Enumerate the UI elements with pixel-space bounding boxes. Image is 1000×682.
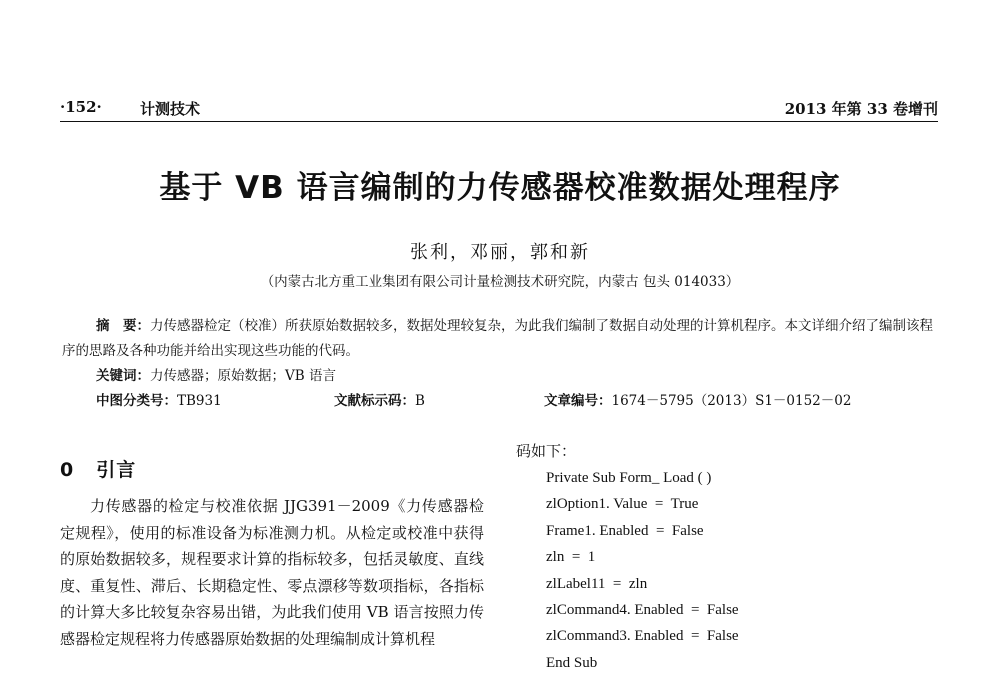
section-number: 0 xyxy=(60,459,75,481)
page-number: ·152· xyxy=(60,98,102,116)
code-line: zlCommand4. Enabled = False xyxy=(546,601,739,618)
code-intro: 码如下： xyxy=(516,442,577,460)
code-line: zlOption1. Value = True xyxy=(546,496,699,513)
running-header xyxy=(60,98,938,122)
intro-paragraph: 力传感器的检定与校准依据 JJG391－2009《力传感器检定规程》，使用的标准设备为标准测力机。从检定或校准中获得的原始数据较多，规程要求计算的指标较多，包括灵敏度、直线度、重复性、滞后、长期稳定性、零点漂移等数项指标，各指标的计算大多比较复杂容易出错，为此我们使用 VB 语言按照力传感器检定规程将力传感器原始数据的处理编制成计算机程 xyxy=(60,497,484,648)
keywords xyxy=(96,364,336,384)
right-column xyxy=(516,440,936,676)
section-heading xyxy=(60,455,484,493)
code-line: Frame1. Enabled = False xyxy=(546,522,704,539)
abstract-text: 力传感器检定（校准）所获原始数据较多，数据处理较复杂，为此我们编制了数据自动处理的计算机程序。本文详细介绍了编制该程序的思路及各种功能并给出实现这些功能的代码。 xyxy=(62,318,933,359)
section-title: 引言 xyxy=(96,459,137,481)
header-rule xyxy=(60,121,938,122)
abstract xyxy=(62,314,936,364)
code-block xyxy=(516,465,936,676)
article-authors: 张利，邓丽，郭和新 xyxy=(410,242,590,263)
left-column xyxy=(60,455,484,675)
abstract-label: 摘 要： xyxy=(96,318,150,334)
issue-info: 2013 年第 33 卷增刊 xyxy=(784,100,938,118)
classification-row xyxy=(96,389,936,411)
code-line: End Sub xyxy=(546,654,598,671)
code-line: zlCommand3. Enabled = False xyxy=(546,628,739,645)
article-title: 基于 VB 语言编制的力传感器校准数据处理程序 xyxy=(159,170,841,206)
article-number: 文章编号：1674－5795（2013）S1－0152－02 xyxy=(544,393,852,409)
code-line: zln = 1 xyxy=(546,549,596,566)
document-code: 文献标示码：B xyxy=(334,393,425,409)
clc-number: 中图分类号：TB931 xyxy=(96,393,222,409)
code-line: Private Sub Form_ Load ( ) xyxy=(546,470,712,486)
keywords-label: 关键词： xyxy=(96,368,150,384)
author-affiliation: （内蒙古北方重工业集团有限公司计量检测技术研究院，内蒙古 包头 014033） xyxy=(260,274,740,290)
code-line: zlLabel11 = zln xyxy=(546,575,648,592)
journal-name: 计测技术 xyxy=(140,100,201,118)
keywords-text: 力传感器；原始数据；VB 语言 xyxy=(150,368,336,384)
